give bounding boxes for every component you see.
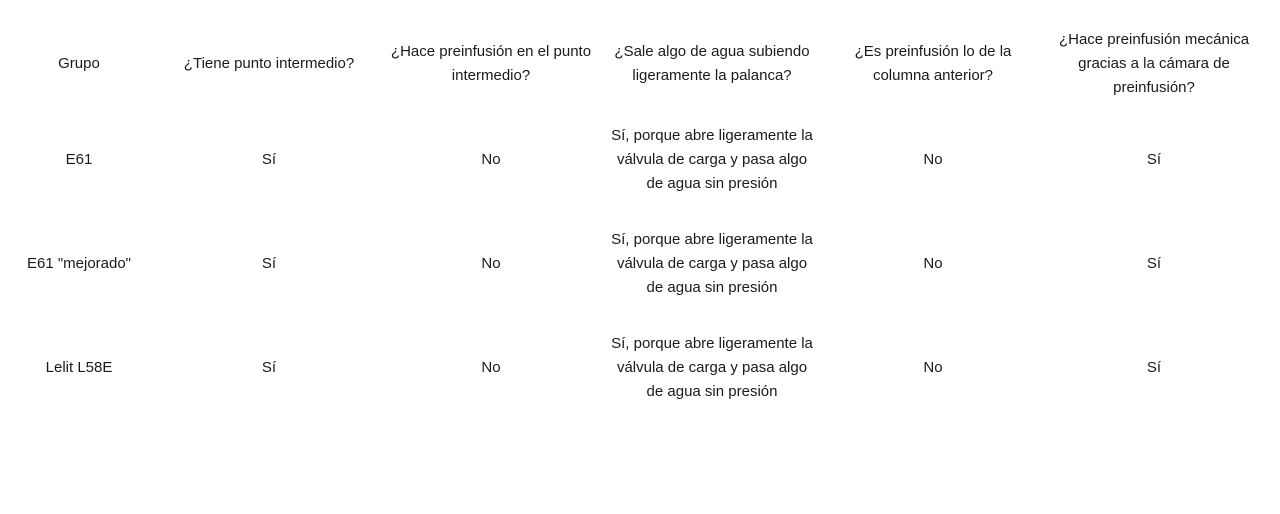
header-row [0, 20, 1264, 108]
cell-grupo[interactable]: E61 "mejorado" [26, 255, 132, 272]
cell-punto-intermedio[interactable]: Sí [261, 255, 277, 272]
table-row [0, 108, 1264, 212]
cell-sale-agua[interactable]: Sí, porque abre ligeramente la válvula de carga y pasa algo de agua sin presión [611, 231, 813, 296]
header-cell-es-preinfusion[interactable]: ¿Es preinfusión lo de la columna anterior? [854, 43, 1012, 84]
cell-preinfusion-intermedio[interactable]: No [481, 151, 501, 168]
cell-es-preinfusion[interactable]: No [923, 151, 943, 168]
cell-grupo[interactable]: E61 [65, 151, 93, 168]
header-cell-sale-agua[interactable]: ¿Sale algo de agua subiendo ligeramente la palanca? [614, 43, 810, 84]
cell-preinfusion-intermedio[interactable]: No [481, 255, 501, 272]
cell-sale-agua[interactable]: Sí, porque abre ligeramente la válvula de carga y pasa algo de agua sin presión [611, 127, 813, 192]
header-cell-punto-intermedio[interactable]: ¿Tiene punto intermedio? [183, 55, 355, 72]
header-cell-preinfusion-mecanica[interactable]: ¿Hace preinfusión mecánica gracias a la cámara de preinfusión? [1058, 31, 1250, 96]
cell-punto-intermedio[interactable]: Sí [261, 151, 277, 168]
header-cell-preinfusion-intermedio[interactable]: ¿Hace preinfusión en el punto intermedio? [390, 43, 592, 84]
cell-es-preinfusion[interactable]: No [923, 255, 943, 272]
cell-preinfusion-mecanica[interactable]: Sí [1146, 151, 1162, 168]
comparison-table [0, 20, 1264, 420]
cell-preinfusion-intermedio[interactable]: No [481, 359, 501, 376]
cell-grupo[interactable]: Lelit L58E [45, 359, 113, 376]
table-row [0, 316, 1264, 420]
cell-preinfusion-mecanica[interactable]: Sí [1146, 255, 1162, 272]
cell-sale-agua[interactable]: Sí, porque abre ligeramente la válvula de carga y pasa algo de agua sin presión [611, 335, 813, 400]
header-cell-grupo[interactable]: Grupo [58, 55, 100, 72]
cell-punto-intermedio[interactable]: Sí [261, 359, 277, 376]
cell-es-preinfusion[interactable]: No [923, 359, 943, 376]
table-row [0, 212, 1264, 316]
cell-preinfusion-mecanica[interactable]: Sí [1146, 359, 1162, 376]
